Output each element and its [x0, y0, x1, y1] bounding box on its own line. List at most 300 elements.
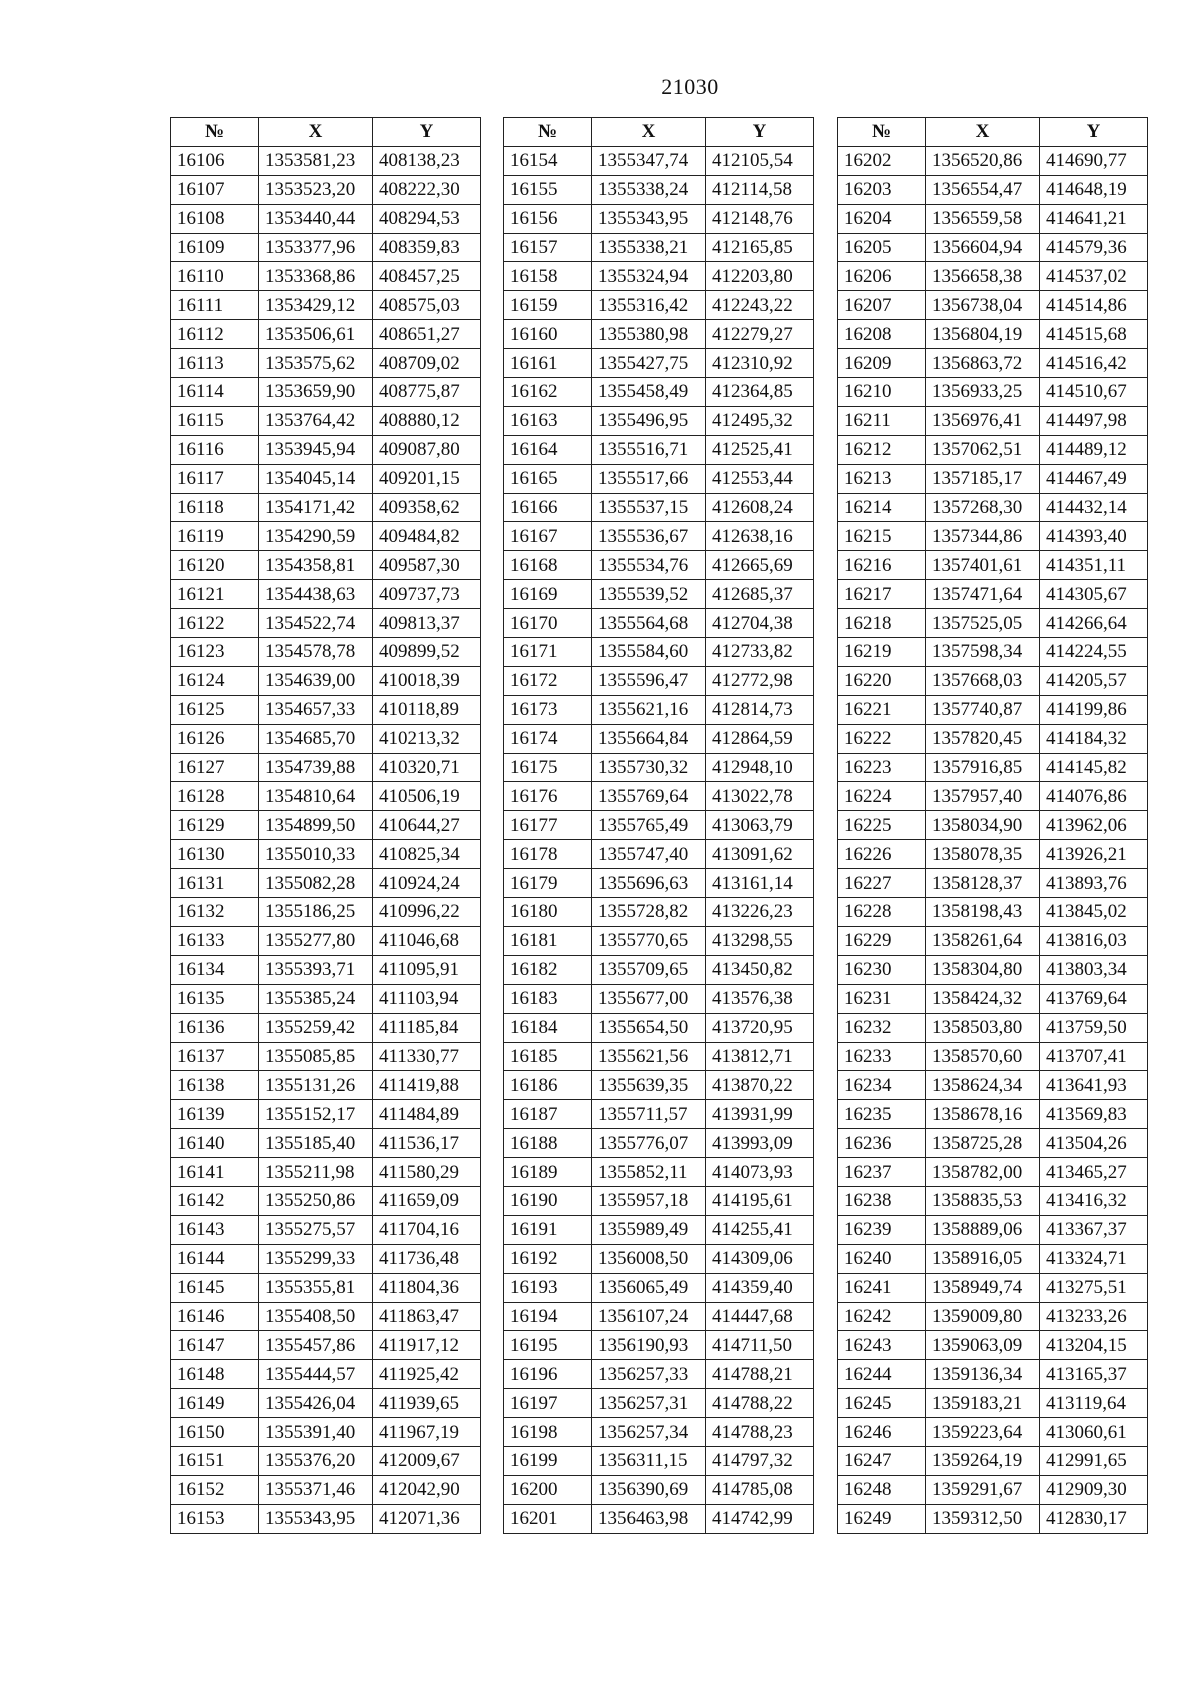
x-coordinate-cell: 1355457,86: [259, 1331, 373, 1360]
y-coordinate-cell: 412279,27: [706, 320, 814, 349]
table-row: [504, 753, 814, 782]
point-number-cell: 16145: [171, 1273, 259, 1302]
x-coordinate-cell: 1356658,38: [926, 262, 1040, 291]
y-coordinate-cell: 413569,83: [1040, 1100, 1148, 1129]
point-number-cell: 16221: [838, 695, 926, 724]
x-coordinate-cell: 1354290,59: [259, 522, 373, 551]
x-coordinate-cell: 1355426,04: [259, 1389, 373, 1418]
x-coordinate-cell: 1354358,81: [259, 551, 373, 580]
point-number-cell: 16182: [504, 955, 592, 984]
table-row: [171, 378, 481, 407]
y-coordinate-cell: 414309,06: [706, 1244, 814, 1273]
y-coordinate-cell: 411736,48: [373, 1244, 481, 1273]
x-coordinate-cell: 1355324,94: [592, 262, 706, 291]
point-number-cell: 16199: [504, 1446, 592, 1475]
point-number-cell: 16226: [838, 840, 926, 869]
x-coordinate-cell: 1358570,60: [926, 1042, 1040, 1071]
table-row: [171, 666, 481, 695]
table-row: [171, 898, 481, 927]
x-coordinate-cell: 1357820,45: [926, 724, 1040, 753]
table-row: [504, 984, 814, 1013]
x-coordinate-cell: 1358198,43: [926, 898, 1040, 927]
y-coordinate-cell: 413812,71: [706, 1042, 814, 1071]
table-row: [171, 291, 481, 320]
y-coordinate-cell: 409737,73: [373, 580, 481, 609]
x-coordinate-cell: 1355989,49: [592, 1215, 706, 1244]
x-coordinate-cell: 1358889,06: [926, 1215, 1040, 1244]
point-number-cell: 16233: [838, 1042, 926, 1071]
point-number-cell: 16119: [171, 522, 259, 551]
point-number-cell: 16143: [171, 1215, 259, 1244]
table-row: [504, 666, 814, 695]
x-coordinate-cell: 1355085,85: [259, 1042, 373, 1071]
x-coordinate-cell: 1354578,78: [259, 638, 373, 667]
x-coordinate-cell: 1355338,21: [592, 233, 706, 262]
table-row: [171, 233, 481, 262]
y-coordinate-cell: 412864,59: [706, 724, 814, 753]
table-row: [171, 262, 481, 291]
point-number-cell: 16138: [171, 1071, 259, 1100]
table-row: [838, 1446, 1148, 1475]
point-number-cell: 16197: [504, 1389, 592, 1418]
x-coordinate-cell: 1357525,05: [926, 609, 1040, 638]
point-number-cell: 16135: [171, 984, 259, 1013]
y-coordinate-cell: 414742,99: [706, 1504, 814, 1533]
table-row: [171, 204, 481, 233]
table-row: [171, 320, 481, 349]
table-row: [504, 1475, 814, 1504]
x-coordinate-cell: 1358949,74: [926, 1273, 1040, 1302]
point-number-cell: 16134: [171, 955, 259, 984]
y-coordinate-cell: 413324,71: [1040, 1244, 1148, 1273]
table-row: [171, 1418, 481, 1447]
x-coordinate-cell: 1353581,23: [259, 146, 373, 175]
table-row: [838, 1158, 1148, 1187]
x-coordinate-cell: 1359223,64: [926, 1418, 1040, 1447]
table-row: [504, 378, 814, 407]
y-coordinate-cell: 411804,36: [373, 1273, 481, 1302]
table-row: [838, 580, 1148, 609]
x-coordinate-cell: 1355564,68: [592, 609, 706, 638]
x-coordinate-cell: 1357668,03: [926, 666, 1040, 695]
y-coordinate-cell: 413450,82: [706, 955, 814, 984]
x-coordinate-cell: 1354438,63: [259, 580, 373, 609]
y-coordinate-cell: 412243,22: [706, 291, 814, 320]
x-coordinate-cell: 1356559,58: [926, 204, 1040, 233]
x-coordinate-cell: 1356257,33: [592, 1360, 706, 1389]
table-row: [504, 1446, 814, 1475]
y-coordinate-cell: 413641,93: [1040, 1071, 1148, 1100]
table-row: [171, 609, 481, 638]
point-number-cell: 16190: [504, 1186, 592, 1215]
x-coordinate-cell: 1354685,70: [259, 724, 373, 753]
x-coordinate-cell: 1358424,32: [926, 984, 1040, 1013]
table-row: [504, 320, 814, 349]
x-coordinate-cell: 1359183,21: [926, 1389, 1040, 1418]
y-coordinate-cell: 409484,82: [373, 522, 481, 551]
y-coordinate-cell: 411536,17: [373, 1129, 481, 1158]
y-coordinate-cell: 412009,67: [373, 1446, 481, 1475]
y-coordinate-cell: 412991,65: [1040, 1446, 1148, 1475]
point-number-cell: 16116: [171, 435, 259, 464]
table-row: [504, 291, 814, 320]
x-coordinate-cell: 1357471,64: [926, 580, 1040, 609]
y-coordinate-cell: 414641,21: [1040, 204, 1148, 233]
x-coordinate-cell: 1355654,50: [592, 1013, 706, 1042]
coordinates-table-2: [503, 117, 814, 1534]
table-row: [838, 1013, 1148, 1042]
point-number-cell: 16113: [171, 349, 259, 378]
column-header-x: X: [926, 118, 1040, 147]
point-number-cell: 16231: [838, 984, 926, 1013]
point-number-cell: 16219: [838, 638, 926, 667]
table-header-row: [838, 118, 1148, 147]
table-row: [838, 869, 1148, 898]
point-number-cell: 16245: [838, 1389, 926, 1418]
x-coordinate-cell: 1355185,40: [259, 1129, 373, 1158]
table-row: [504, 1302, 814, 1331]
table-row: [171, 551, 481, 580]
y-coordinate-cell: 413962,06: [1040, 811, 1148, 840]
table-row: [838, 1215, 1148, 1244]
y-coordinate-cell: 408294,53: [373, 204, 481, 233]
y-coordinate-cell: 409587,30: [373, 551, 481, 580]
point-number-cell: 16128: [171, 782, 259, 811]
point-number-cell: 16238: [838, 1186, 926, 1215]
point-number-cell: 16159: [504, 291, 592, 320]
x-coordinate-cell: 1355534,76: [592, 551, 706, 580]
table-row: [171, 1158, 481, 1187]
point-number-cell: 16227: [838, 869, 926, 898]
y-coordinate-cell: 411046,68: [373, 926, 481, 955]
x-coordinate-cell: 1355299,33: [259, 1244, 373, 1273]
table-row: [171, 1446, 481, 1475]
y-coordinate-cell: 414579,36: [1040, 233, 1148, 262]
point-number-cell: 16242: [838, 1302, 926, 1331]
x-coordinate-cell: 1356554,47: [926, 175, 1040, 204]
point-number-cell: 16166: [504, 493, 592, 522]
y-coordinate-cell: 414788,23: [706, 1418, 814, 1447]
table-row: [171, 522, 481, 551]
x-coordinate-cell: 1355380,98: [592, 320, 706, 349]
y-coordinate-cell: 413091,62: [706, 840, 814, 869]
y-coordinate-cell: 413926,21: [1040, 840, 1148, 869]
table-row: [504, 551, 814, 580]
x-coordinate-cell: 1355152,17: [259, 1100, 373, 1129]
y-coordinate-cell: 413769,64: [1040, 984, 1148, 1013]
table-row: [838, 811, 1148, 840]
x-coordinate-cell: 1358128,37: [926, 869, 1040, 898]
x-coordinate-cell: 1355275,57: [259, 1215, 373, 1244]
point-number-cell: 16244: [838, 1360, 926, 1389]
y-coordinate-cell: 411939,65: [373, 1389, 481, 1418]
table-row: [504, 1215, 814, 1244]
x-coordinate-cell: 1355584,60: [592, 638, 706, 667]
table-header-row: [171, 118, 481, 147]
column-header-number: №: [504, 118, 592, 147]
table-row: [171, 1273, 481, 1302]
table-row: [171, 955, 481, 984]
table-row: [504, 638, 814, 667]
y-coordinate-cell: 411659,09: [373, 1186, 481, 1215]
point-number-cell: 16249: [838, 1504, 926, 1533]
y-coordinate-cell: 413504,26: [1040, 1129, 1148, 1158]
y-coordinate-cell: 412830,17: [1040, 1504, 1148, 1533]
point-number-cell: 16163: [504, 406, 592, 435]
point-number-cell: 16173: [504, 695, 592, 724]
point-number-cell: 16223: [838, 753, 926, 782]
x-coordinate-cell: 1355957,18: [592, 1186, 706, 1215]
point-number-cell: 16169: [504, 580, 592, 609]
point-number-cell: 16224: [838, 782, 926, 811]
y-coordinate-cell: 414788,21: [706, 1360, 814, 1389]
table-row: [504, 406, 814, 435]
x-coordinate-cell: 1353429,12: [259, 291, 373, 320]
y-coordinate-cell: 408359,83: [373, 233, 481, 262]
point-number-cell: 16172: [504, 666, 592, 695]
x-coordinate-cell: 1356863,72: [926, 349, 1040, 378]
y-coordinate-cell: 408222,30: [373, 175, 481, 204]
y-coordinate-cell: 412814,73: [706, 695, 814, 724]
x-coordinate-cell: 1353377,96: [259, 233, 373, 262]
x-coordinate-cell: 1357916,85: [926, 753, 1040, 782]
page-number: 21030: [661, 74, 719, 99]
y-coordinate-cell: 412071,36: [373, 1504, 481, 1533]
x-coordinate-cell: 1354045,14: [259, 464, 373, 493]
y-coordinate-cell: 411484,89: [373, 1100, 481, 1129]
table-row: [504, 262, 814, 291]
point-number-cell: 16139: [171, 1100, 259, 1129]
x-coordinate-cell: 1357062,51: [926, 435, 1040, 464]
table-row: [171, 1331, 481, 1360]
table-row: [171, 1302, 481, 1331]
point-number-cell: 16149: [171, 1389, 259, 1418]
y-coordinate-cell: 414199,86: [1040, 695, 1148, 724]
table-row: [838, 435, 1148, 464]
column-header-y: Y: [706, 118, 814, 147]
point-number-cell: 16112: [171, 320, 259, 349]
point-number-cell: 16121: [171, 580, 259, 609]
point-number-cell: 16114: [171, 378, 259, 407]
point-number-cell: 16247: [838, 1446, 926, 1475]
table-header-row: [504, 118, 814, 147]
point-number-cell: 16178: [504, 840, 592, 869]
table-row: [171, 1042, 481, 1071]
point-number-cell: 16204: [838, 204, 926, 233]
point-number-cell: 16200: [504, 1475, 592, 1504]
y-coordinate-cell: 413367,37: [1040, 1215, 1148, 1244]
point-number-cell: 16108: [171, 204, 259, 233]
y-coordinate-cell: 413803,34: [1040, 955, 1148, 984]
x-coordinate-cell: 1355347,74: [592, 146, 706, 175]
point-number-cell: 16222: [838, 724, 926, 753]
x-coordinate-cell: 1355765,49: [592, 811, 706, 840]
x-coordinate-cell: 1355852,11: [592, 1158, 706, 1187]
point-number-cell: 16122: [171, 609, 259, 638]
y-coordinate-cell: 413165,37: [1040, 1360, 1148, 1389]
y-coordinate-cell: 411185,84: [373, 1013, 481, 1042]
y-coordinate-cell: 412733,82: [706, 638, 814, 667]
point-number-cell: 16133: [171, 926, 259, 955]
point-number-cell: 16171: [504, 638, 592, 667]
table-row: [838, 1129, 1148, 1158]
table-row: [504, 695, 814, 724]
x-coordinate-cell: 1355371,46: [259, 1475, 373, 1504]
y-coordinate-cell: 410506,19: [373, 782, 481, 811]
x-coordinate-cell: 1357401,61: [926, 551, 1040, 580]
point-number-cell: 16215: [838, 522, 926, 551]
y-coordinate-cell: 408709,02: [373, 349, 481, 378]
table-row: [171, 493, 481, 522]
point-number-cell: 16164: [504, 435, 592, 464]
column-header-number: №: [838, 118, 926, 147]
x-coordinate-cell: 1358503,80: [926, 1013, 1040, 1042]
x-coordinate-cell: 1355250,86: [259, 1186, 373, 1215]
x-coordinate-cell: 1355343,95: [592, 204, 706, 233]
point-number-cell: 16157: [504, 233, 592, 262]
x-coordinate-cell: 1355621,16: [592, 695, 706, 724]
table-row: [504, 1042, 814, 1071]
x-coordinate-cell: 1353368,86: [259, 262, 373, 291]
x-coordinate-cell: 1355355,81: [259, 1273, 373, 1302]
x-coordinate-cell: 1355730,32: [592, 753, 706, 782]
y-coordinate-cell: 411330,77: [373, 1042, 481, 1071]
point-number-cell: 16232: [838, 1013, 926, 1042]
y-coordinate-cell: 414359,40: [706, 1273, 814, 1302]
y-coordinate-cell: 414224,55: [1040, 638, 1148, 667]
table-row: [171, 1475, 481, 1504]
y-coordinate-cell: 414797,32: [706, 1446, 814, 1475]
y-coordinate-cell: 414497,98: [1040, 406, 1148, 435]
point-number-cell: 16131: [171, 869, 259, 898]
x-coordinate-cell: 1354739,88: [259, 753, 373, 782]
point-number-cell: 16210: [838, 378, 926, 407]
x-coordinate-cell: 1355259,42: [259, 1013, 373, 1042]
table-row: [504, 175, 814, 204]
y-coordinate-cell: 408775,87: [373, 378, 481, 407]
y-coordinate-cell: 414266,64: [1040, 609, 1148, 638]
point-number-cell: 16225: [838, 811, 926, 840]
table-row: [171, 349, 481, 378]
y-coordinate-cell: 410825,34: [373, 840, 481, 869]
table-row: [171, 638, 481, 667]
x-coordinate-cell: 1358835,53: [926, 1186, 1040, 1215]
table-row: [504, 580, 814, 609]
x-coordinate-cell: 1357598,34: [926, 638, 1040, 667]
table-row: [838, 1302, 1148, 1331]
table-row: [504, 435, 814, 464]
table-row: [838, 984, 1148, 1013]
point-number-cell: 16236: [838, 1129, 926, 1158]
table-row: [838, 551, 1148, 580]
table-row: [504, 1129, 814, 1158]
point-number-cell: 16229: [838, 926, 926, 955]
y-coordinate-cell: 412165,85: [706, 233, 814, 262]
y-coordinate-cell: 413275,51: [1040, 1273, 1148, 1302]
point-number-cell: 16137: [171, 1042, 259, 1071]
table-row: [504, 782, 814, 811]
table-body: [504, 146, 814, 1533]
point-number-cell: 16196: [504, 1360, 592, 1389]
y-coordinate-cell: 408651,27: [373, 320, 481, 349]
x-coordinate-cell: 1355391,40: [259, 1418, 373, 1447]
table-row: [838, 955, 1148, 984]
x-coordinate-cell: 1356008,50: [592, 1244, 706, 1273]
y-coordinate-cell: 414432,14: [1040, 493, 1148, 522]
point-number-cell: 16213: [838, 464, 926, 493]
table-row: [838, 1042, 1148, 1071]
x-coordinate-cell: 1353945,94: [259, 435, 373, 464]
y-coordinate-cell: 412310,92: [706, 349, 814, 378]
table-row: [838, 146, 1148, 175]
y-coordinate-cell: 411580,29: [373, 1158, 481, 1187]
point-number-cell: 16205: [838, 233, 926, 262]
x-coordinate-cell: 1356933,25: [926, 378, 1040, 407]
y-coordinate-cell: 414690,77: [1040, 146, 1148, 175]
y-coordinate-cell: 414516,42: [1040, 349, 1148, 378]
table-row: [171, 1100, 481, 1129]
y-coordinate-cell: 414447,68: [706, 1302, 814, 1331]
x-coordinate-cell: 1354522,74: [259, 609, 373, 638]
x-coordinate-cell: 1354810,64: [259, 782, 373, 811]
y-coordinate-cell: 414305,67: [1040, 580, 1148, 609]
column-header-x: X: [259, 118, 373, 147]
x-coordinate-cell: 1359009,80: [926, 1302, 1040, 1331]
x-coordinate-cell: 1357185,17: [926, 464, 1040, 493]
point-number-cell: 16120: [171, 551, 259, 580]
table-row: [838, 1418, 1148, 1447]
table-row: [838, 724, 1148, 753]
point-number-cell: 16230: [838, 955, 926, 984]
y-coordinate-cell: 412772,98: [706, 666, 814, 695]
x-coordinate-cell: 1355343,95: [259, 1504, 373, 1533]
y-coordinate-cell: 414711,50: [706, 1331, 814, 1360]
y-coordinate-cell: 412364,85: [706, 378, 814, 407]
x-coordinate-cell: 1355458,49: [592, 378, 706, 407]
y-coordinate-cell: 414514,86: [1040, 291, 1148, 320]
y-coordinate-cell: 410018,39: [373, 666, 481, 695]
y-coordinate-cell: 414255,41: [706, 1215, 814, 1244]
table-row: [838, 493, 1148, 522]
x-coordinate-cell: 1355536,67: [592, 522, 706, 551]
point-number-cell: 16117: [171, 464, 259, 493]
x-coordinate-cell: 1354639,00: [259, 666, 373, 695]
y-coordinate-cell: 411419,88: [373, 1071, 481, 1100]
y-coordinate-cell: 413298,55: [706, 926, 814, 955]
point-number-cell: 16192: [504, 1244, 592, 1273]
point-number-cell: 16118: [171, 493, 259, 522]
table-row: [171, 1504, 481, 1533]
table-row: [504, 609, 814, 638]
point-number-cell: 16140: [171, 1129, 259, 1158]
y-coordinate-cell: 408138,23: [373, 146, 481, 175]
table-row: [504, 146, 814, 175]
y-coordinate-cell: 411704,16: [373, 1215, 481, 1244]
x-coordinate-cell: 1355444,57: [259, 1360, 373, 1389]
x-coordinate-cell: 1355211,98: [259, 1158, 373, 1187]
y-coordinate-cell: 414393,40: [1040, 522, 1148, 551]
y-coordinate-cell: 413845,02: [1040, 898, 1148, 927]
table-row: [171, 1013, 481, 1042]
table-row: [171, 782, 481, 811]
x-coordinate-cell: 1356804,19: [926, 320, 1040, 349]
point-number-cell: 16184: [504, 1013, 592, 1042]
table-row: [504, 840, 814, 869]
table-row: [171, 1360, 481, 1389]
point-number-cell: 16203: [838, 175, 926, 204]
point-number-cell: 16181: [504, 926, 592, 955]
table-row: [171, 695, 481, 724]
